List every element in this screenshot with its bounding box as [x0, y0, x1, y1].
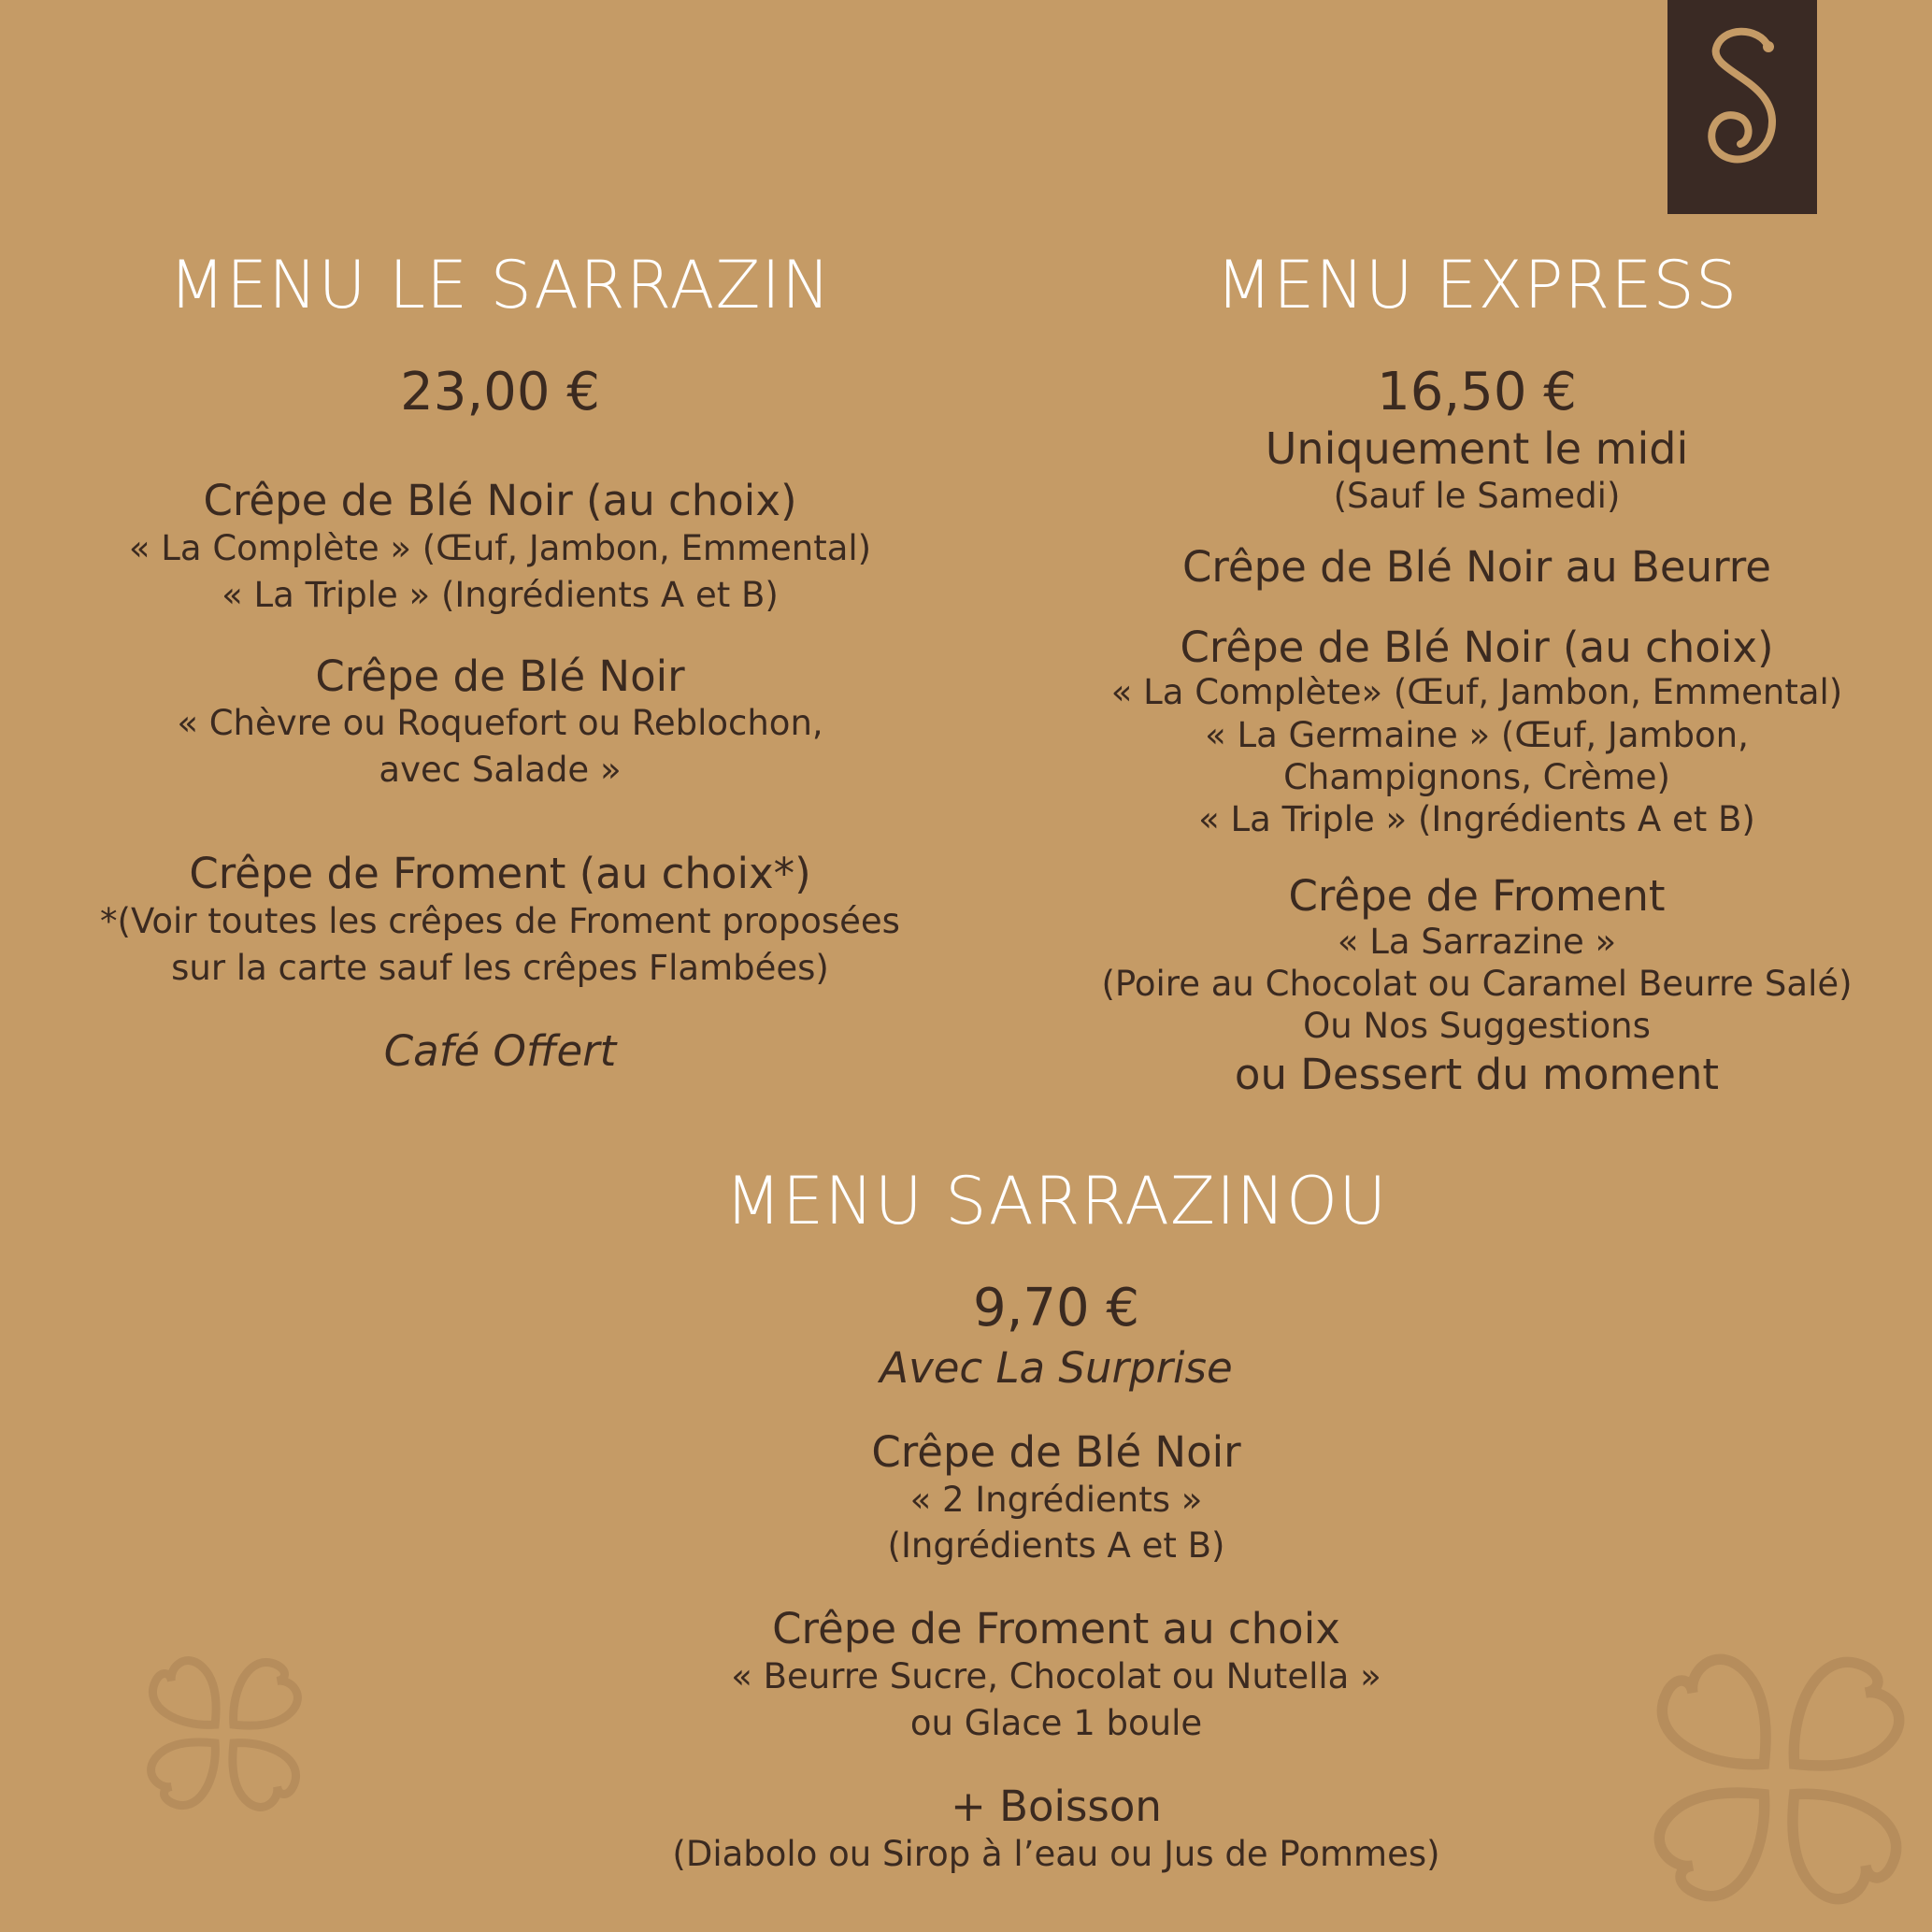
- course-heading: + Boisson: [951, 1782, 1162, 1831]
- menu-title: MENU EXPRESS: [1215, 247, 1739, 323]
- menu-title: MENU SARRAZINOU: [724, 1163, 1388, 1239]
- course-block: [542, 1605, 1570, 1747]
- flower-decoration-icon: [1626, 1626, 1932, 1932]
- course-detail: *(Voir toutes les crêpes de Froment proposées: [100, 901, 900, 941]
- availability: Uniquement le midi: [1265, 423, 1689, 474]
- course-block: [56, 850, 944, 992]
- course-detail: « La Complète» (Œuf, Jambon, Emmental): [1110, 672, 1843, 713]
- course-detail: sur la carte sauf les crêpes Flambées): [171, 947, 829, 988]
- course-detail: « Chèvre ou Roquefort ou Reblochon,: [177, 703, 823, 744]
- course-block: [542, 1782, 1570, 1878]
- flower-decoration-icon: [131, 1640, 318, 1827]
- course-detail: « La Complète » (Œuf, Jambon, Emmental): [128, 527, 872, 568]
- course-detail: « Beurre Sucre, Chocolat ou Nutella »: [731, 1656, 1381, 1697]
- course-detail: (Ingrédients A et B): [887, 1525, 1225, 1567]
- menu-subtitle: Avec La Surprise: [880, 1343, 1233, 1393]
- menu-price: 23,00 €: [400, 362, 600, 422]
- course-detail: Champignons, Crème): [1283, 756, 1670, 797]
- course-heading: Crêpe de Blé Noir: [871, 1426, 1241, 1477]
- menu-sarrazinou: [542, 1163, 1570, 1878]
- logo: [1667, 0, 1817, 214]
- course-detail: « 2 Ingrédients »: [909, 1479, 1203, 1520]
- s-logo-icon: [1667, 0, 1817, 214]
- course-detail: (Poire au Chocolat ou Caramel Beurre Salé): [1101, 963, 1853, 1004]
- cafe-offert: Café Offert: [383, 1025, 617, 1076]
- course-detail: « La Triple » (Ingrédients A et B): [1198, 798, 1755, 839]
- course-detail: (Diabolo ou Sirop à l’eau ou Jus de Pommes): [672, 1833, 1440, 1874]
- dessert: ou Dessert du moment: [1234, 1050, 1720, 1100]
- course-heading: Crêpe de Froment (au choix*): [189, 849, 811, 899]
- course-heading: Crêpe de Froment: [1288, 870, 1666, 921]
- course-block: [1056, 872, 1897, 1047]
- course-block: [1056, 623, 1897, 840]
- course-block: [56, 477, 944, 619]
- menu-title: MENU LE SARRAZIN: [168, 247, 832, 323]
- availability-note: (Sauf le Samedi): [1333, 475, 1621, 516]
- course-detail: « La Triple » (Ingrédients A et B): [222, 574, 779, 615]
- course-heading: Crêpe de Blé Noir (au choix): [1180, 622, 1774, 672]
- course-detail: « La Sarrazine »: [1337, 921, 1617, 962]
- course-detail: avec Salade »: [379, 750, 622, 791]
- menu-price: 9,70 €: [972, 1278, 1140, 1338]
- course-detail: ou Glace 1 boule: [909, 1703, 1203, 1744]
- menu-price: 16,50 €: [1377, 362, 1577, 422]
- course-block: [56, 652, 944, 794]
- course-heading: Crêpe de Blé Noir (au choix): [203, 476, 797, 525]
- menu-sarrazin: [56, 247, 944, 1076]
- course-heading: Crêpe de Blé Noir: [315, 651, 685, 701]
- course-block: [542, 1428, 1570, 1570]
- course-detail: Ou Nos Suggestions: [1303, 1005, 1651, 1046]
- course-heading: Crêpe de Blé Noir au Beurre: [1182, 541, 1771, 592]
- course-detail: « La Germaine » (Œuf, Jambon,: [1205, 714, 1749, 755]
- course-heading: Crêpe de Froment au choix: [772, 1604, 1340, 1654]
- menu-express: [1056, 247, 1897, 1100]
